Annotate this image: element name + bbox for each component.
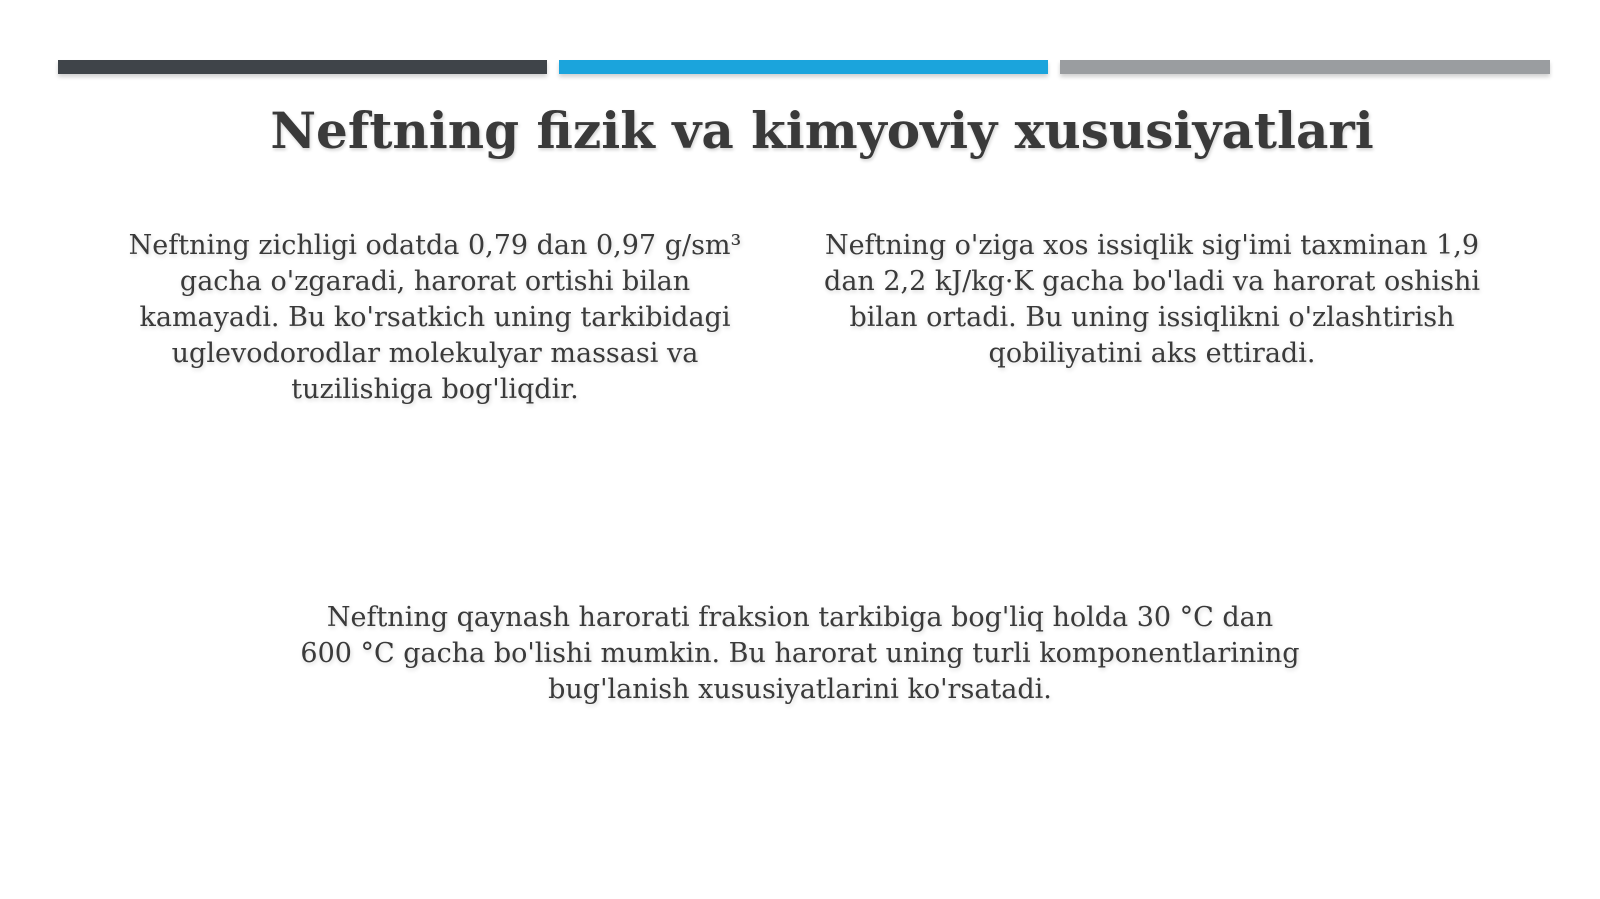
density-paragraph: Neftning zichligi odatda 0,79 dan 0,97 g/sm³ gacha o'zgaradi, harorat ortishi bilan kamayadi. Bu ko'rsatkich uning tarkibidagi uglevodorodlar molekulyar massasi va tuzilishiga bog'liqdir. [128,230,742,405]
slide-title: Neftning fizik va kimyoviy xususiyatlari [270,101,1374,160]
accent-bar-gray [1060,60,1550,74]
accent-bar-blue [559,60,1048,74]
heat-capacity-paragraph: Neftning o'ziga xos issiqlik sig'imi taxminan 1,9 dan 2,2 kJ/kg·K gacha bo'ladi va harorat oshishi bilan ortadi. Bu uning issiqlikni o'zlashtirish qobiliyatini aks ettiradi. [824,230,1480,369]
boiling-point-paragraph: Neftning qaynash harorati fraksion tarkibiga bog'liq holda 30 °C dan 600 °C gacha bo'lishi mumkin. Bu harorat uning turli komponentlarining bug'lanish xususiyatlarini ko'rsatadi. [300,602,1300,705]
accent-bar-dark [58,60,547,74]
